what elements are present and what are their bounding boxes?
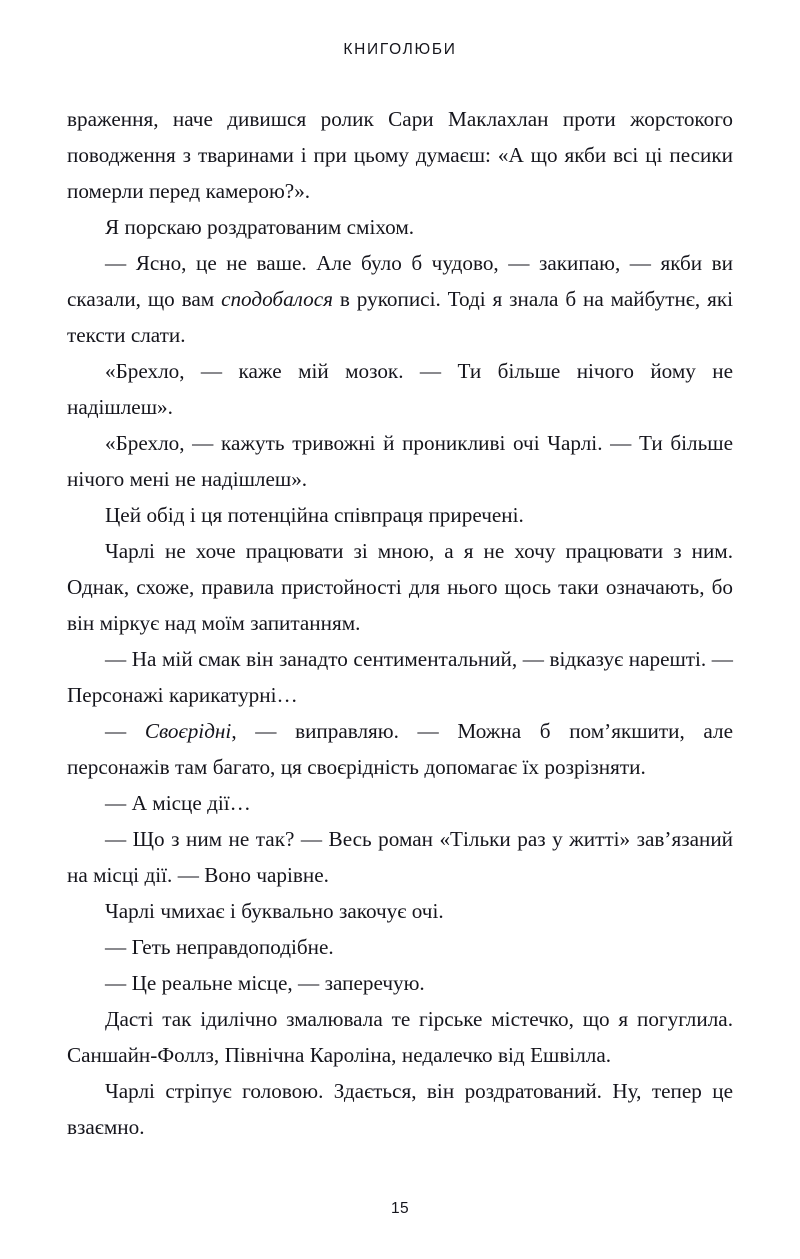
- running-header: КНИГОЛЮБИ: [343, 41, 457, 58]
- paragraph: — А місце дії…: [105, 791, 251, 815]
- page-number: 15: [390, 1200, 410, 1217]
- paragraph: — Геть неправдоподібне.: [105, 935, 334, 959]
- paragraph: — Це реальне місце, — заперечую.: [105, 971, 425, 995]
- body-text: [67, 101, 733, 1145]
- paragraph: Чарлі не хоче працювати зі мною, а я не хочу працювати з ним. Однак, схоже, правила пристойності для нього щось таки означають, бо він міркує над моїм запитанням.: [67, 539, 733, 635]
- emphasis-word: Своєрідні: [144, 719, 232, 743]
- paragraph: Чарлі чмихає і буквально закочує очі.: [105, 899, 444, 923]
- paragraph: [67, 713, 733, 785]
- paragraph: — Що з ним не так? — Весь роман «Тільки раз у житті» зав’язаний на місці дії. — Воно чарівне.: [67, 827, 733, 887]
- paragraph-text-segment: в рукописі. Тоді я знала б на майбутнє, які тексти слати.: [67, 287, 733, 347]
- paragraph: Цей обід і ця потенційна співпраця приречені.: [105, 503, 524, 527]
- paragraph-text-segment: , — виправляю. — Можна б пом’якшити, але персонажів там багато, ця своєрідність допомагає їх розрізняти.: [67, 719, 733, 779]
- paragraph: [67, 245, 733, 353]
- paragraph: враження, наче дивишся ролик Сари Маклахлан проти жорстокого поводження з тваринами і при цьому думаєш: «А що якби всі ці песики померли перед камерою?».: [67, 107, 733, 203]
- paragraph-text-segment: —: [105, 719, 145, 743]
- paragraph-text-segment: — Ясно, це не ваше. Але було б чудово, — закипаю, — якби ви сказали, що вам: [67, 251, 733, 311]
- paragraph: Я порскаю роздратованим сміхом.: [105, 215, 415, 239]
- paragraph: Чарлі стріпує головою. Здається, він роздратований. Ну, тепер це взаємно.: [67, 1079, 733, 1139]
- paragraph: «Брехло, — каже мій мозок. — Ти більше нічого йому не надішлеш».: [67, 359, 733, 419]
- paragraph: Дасті так ідилічно змалювала те гірське містечко, що я погуглила. Саншайн-Фоллз, Північна Кароліна, недалечко від Ешвілла.: [67, 1007, 733, 1067]
- paragraph: — На мій смак він занадто сентиментальний, — відказує нарешті. — Персонажі карикатурні…: [67, 647, 733, 707]
- emphasis-word: сподобалося: [221, 287, 334, 311]
- paragraph: «Брехло, — кажуть тривожні й проникливі очі Чарлі. — Ти більше нічого мені не надішлеш».: [67, 431, 733, 491]
